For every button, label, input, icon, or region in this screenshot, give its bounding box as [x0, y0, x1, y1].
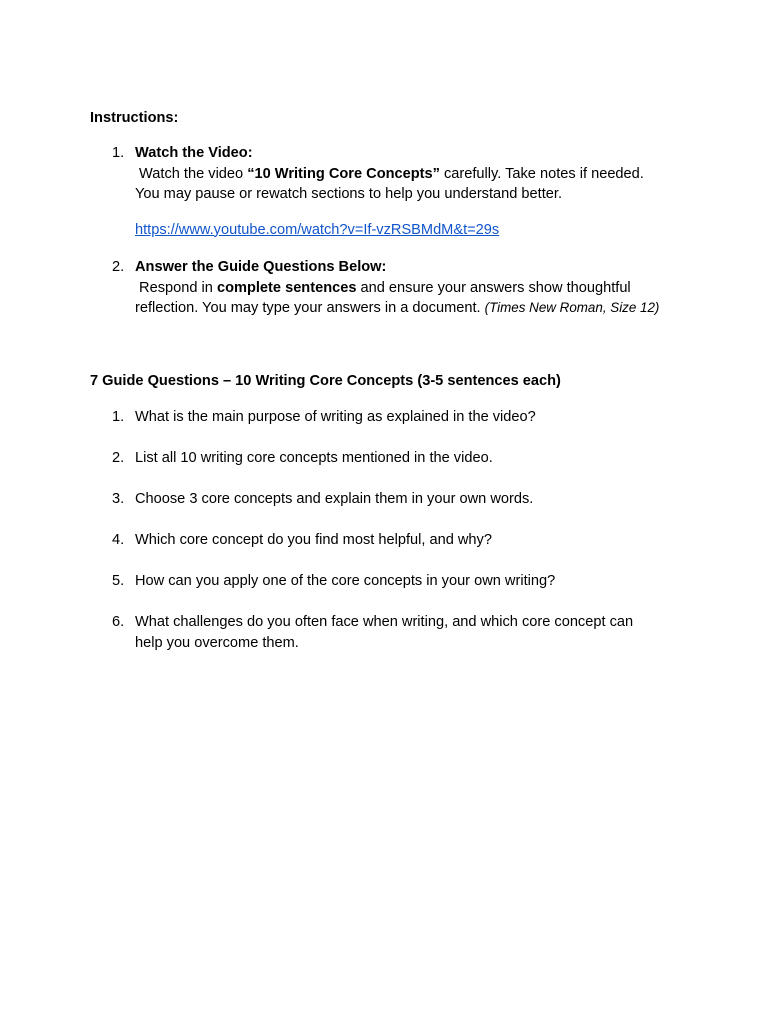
spacer	[135, 205, 695, 220]
question-body	[135, 489, 695, 510]
question-number: 2.	[112, 450, 125, 466]
question-number: 4.	[112, 532, 125, 548]
instruction-title: Answer the Guide Questions Below:	[135, 259, 387, 275]
question-text: What challenges do you often face when writing, and which core concept can	[135, 614, 634, 630]
instruction-number: 1.	[112, 145, 125, 161]
instruction-text: Watch the video	[135, 165, 248, 182]
instruction-line	[135, 298, 695, 319]
instruction-title: Watch the Video:	[135, 145, 253, 161]
format-note: (Times New Roman, Size 12)	[484, 300, 660, 315]
video-title: “10 Writing Core Concepts”	[247, 165, 440, 182]
question-body	[135, 448, 695, 469]
instruction-number: 2.	[112, 259, 125, 275]
question-text: Choose 3 core concepts and explain them in your own words.	[135, 491, 534, 507]
instruction-text: reflection. You may type your answers in a document.	[135, 300, 485, 316]
instruction-line: You may pause or rewatch sections to help you understand better.	[135, 186, 563, 202]
question-text: What is the main purpose of writing as explained in the video?	[135, 409, 536, 425]
video-link[interactable]: https://www.youtube.com/watch?v=If-vzRSBMdM&t=29s	[135, 221, 500, 238]
question-body	[135, 530, 695, 551]
instruction-text: and ensure your answers show thoughtful	[356, 279, 631, 296]
question-text: Which core concept do you find most helpful, and why?	[135, 532, 492, 548]
question-number: 6.	[112, 614, 125, 630]
instructions-heading: Instructions:	[90, 110, 179, 126]
guide-questions-heading: 7 Guide Questions – 10 Writing Core Concepts (3-5 sentences each)	[90, 373, 561, 389]
question-body	[135, 407, 695, 428]
question-text: How can you apply one of the core concepts in your own writing?	[135, 573, 556, 589]
question-text: help you overcome them.	[135, 634, 299, 651]
question-number: 1.	[112, 409, 125, 425]
instruction-body	[135, 143, 695, 240]
question-body	[135, 571, 695, 592]
question-body	[135, 612, 695, 653]
instruction-text: Respond in	[135, 279, 217, 296]
question-number: 5.	[112, 573, 125, 589]
instruction-body	[135, 257, 695, 319]
emphasis-text: complete sentences	[216, 279, 357, 296]
instruction-line	[135, 278, 695, 299]
instruction-line	[135, 164, 695, 185]
question-text: List all 10 writing core concepts mentioned in the video.	[135, 450, 493, 466]
question-number: 3.	[112, 491, 125, 507]
instruction-text: carefully. Take notes if needed.	[439, 165, 644, 182]
